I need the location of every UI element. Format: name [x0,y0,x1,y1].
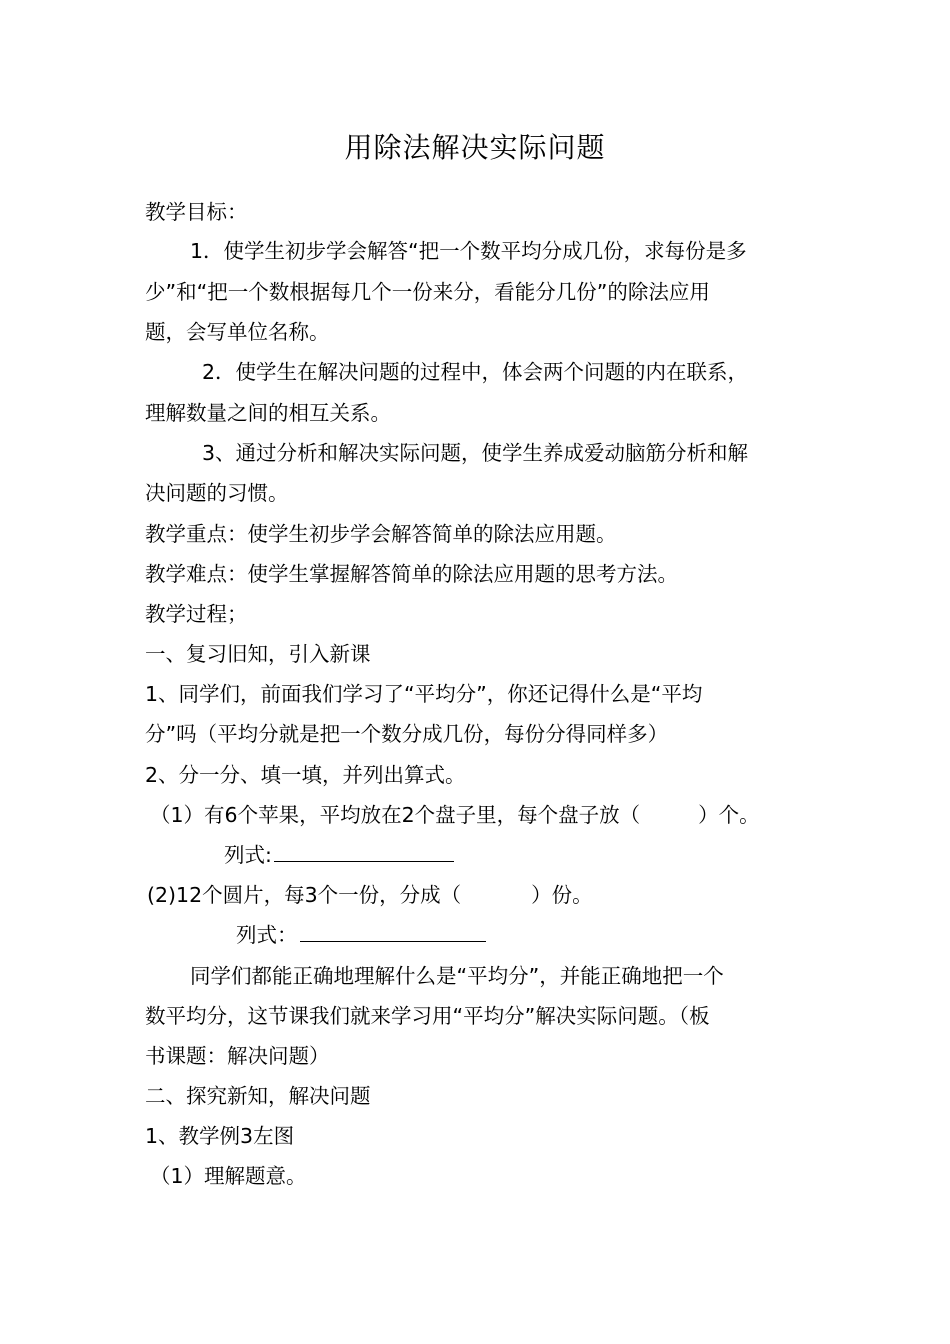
objective-2-line-1: 2．使学生在解决问题的过程中，体会两个问题的内在联系， [202,360,749,384]
key-point: 教学重点：使学生初步学会解答简单的除法应用题。 [145,522,617,546]
objective-2-line-2: 理解数量之间的相互关系。 [145,401,391,425]
formula-underline-1 [274,839,454,862]
question-1-end: ）个。 [698,803,760,827]
section-1-heading: 一、复习旧知，引入新课 [145,642,371,666]
section-2-sub-1: （1）理解题意。 [150,1164,307,1188]
objectives-heading: 教学目标： [145,200,248,224]
process-heading: 教学过程； [145,602,248,626]
intro-line-3: 书课题：解决问题） [145,1044,330,1068]
question-1-text: （1）有6个苹果，平均放在2个盘子里，每个盘子放（ [150,803,641,827]
section-1-item-1-line-1: 1、同学们，前面我们学习了“平均分”，你还记得什么是“平均 [145,682,703,706]
formula-underline-2 [300,919,486,942]
formula-row-1 [224,835,894,875]
formula-row-2 [236,915,906,955]
intro-line-1: 同学们都能正确地理解什么是“平均分”，并能正确地把一个 [190,964,724,988]
question-2-text: (2)12个圆片，每3个一份，分成（ [147,883,462,907]
section-2-item-1: 1、教学例3左图 [145,1124,295,1148]
difficulty: 教学难点：使学生掌握解答简单的除法应用题的思考方法。 [145,562,678,586]
section-2-heading: 二、探究新知，解决问题 [145,1084,371,1108]
question-1 [150,795,820,835]
question-2 [147,875,817,915]
document-title: 用除法解决实际问题 [344,131,606,164]
question-2-end: ）份。 [531,883,593,907]
intro-line-2: 数平均分，这节课我们就来学习用“平均分”解决实际问题。（板 [145,1004,710,1028]
formula-label-1: 列式: [224,843,272,867]
objective-1-line-2: 少”和“把一个数根据每几个一份来分，看能分几份”的除法应用 [145,280,710,304]
formula-label-2: 列式： [236,923,298,947]
objective-1-line-1: 1．使学生初步学会解答“把一个数平均分成几份，求每份是多 [190,239,747,263]
objective-3-line-2: 决问题的习惯。 [145,481,289,505]
objective-3-line-1: 3、通过分析和解决实际问题，使学生养成爱动脑筋分析和解 [202,441,749,465]
section-1-item-1-line-2: 分”吗（平均分就是把一个数分成几份，每份分得同样多） [145,722,669,746]
section-1-item-2: 2、分一分、填一填，并列出算式。 [145,763,466,787]
objective-1-line-3: 题，会写单位名称。 [145,320,330,344]
